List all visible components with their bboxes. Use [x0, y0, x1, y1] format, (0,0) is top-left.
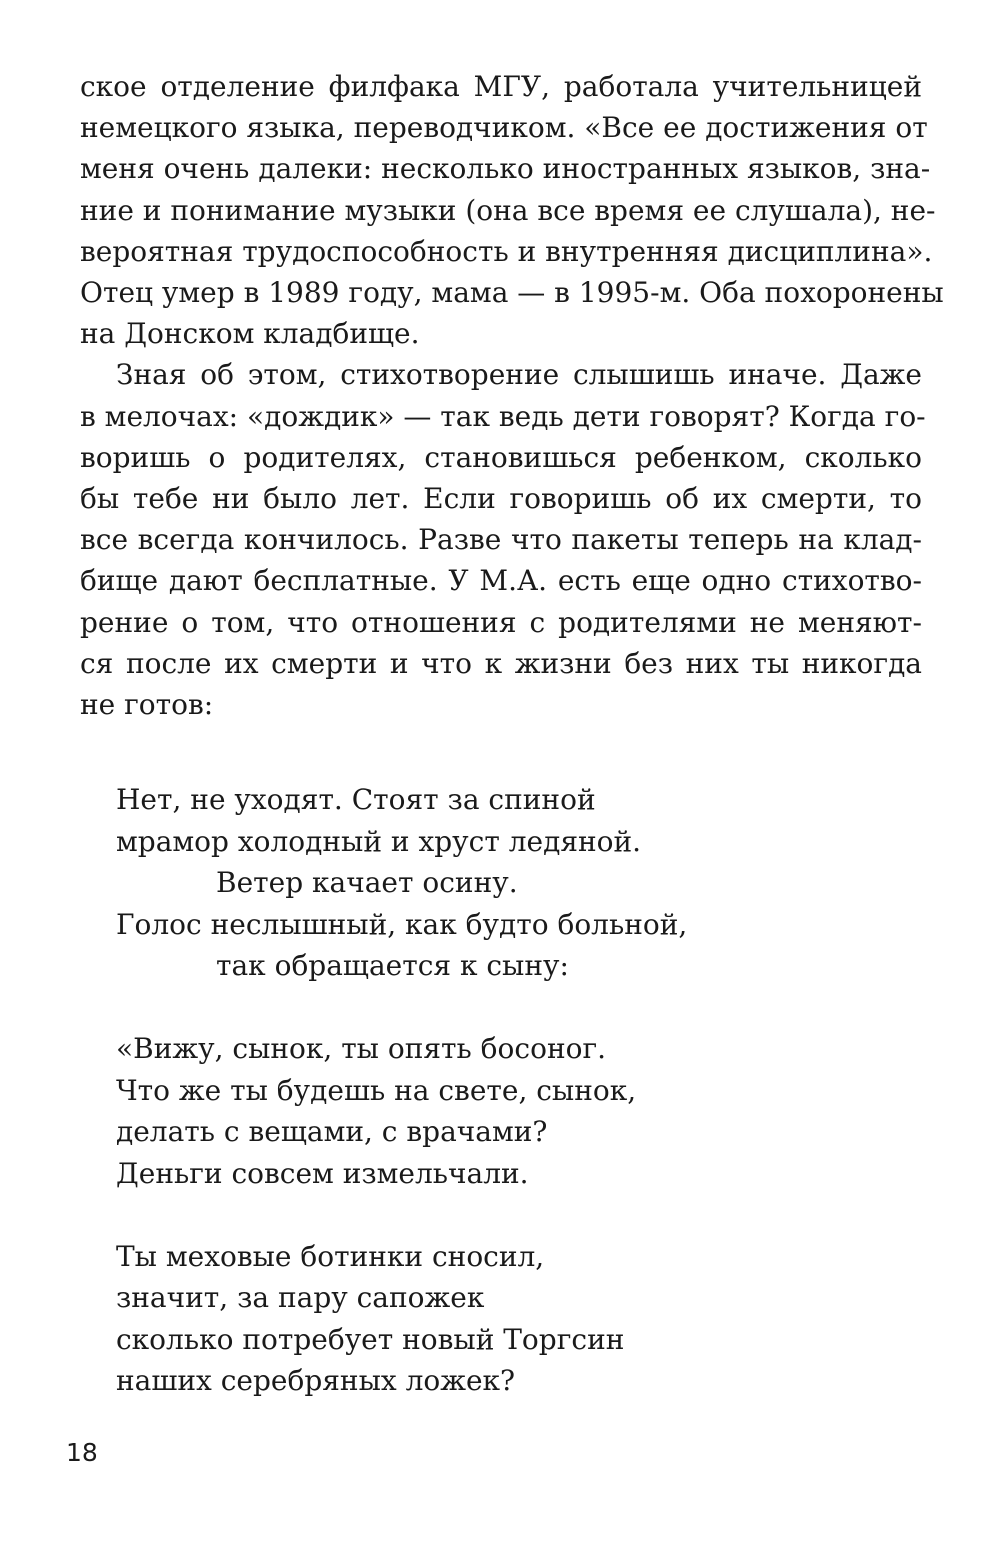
poem-line: сколько потребует новый Торгсин	[116, 1322, 625, 1356]
text-line: ся после их смерти и что к жизни без них ты никогда	[80, 646, 922, 680]
poem-line: «Вижу, сынок, ты опять босоног.	[116, 1032, 607, 1065]
poem-line: делать с вещами, с врачами?	[116, 1115, 548, 1148]
prose-block	[80, 66, 944, 725]
poem-line: так обращается к сыну:	[216, 949, 569, 982]
poem-quote	[116, 779, 687, 1402]
paragraph-1	[80, 66, 944, 354]
text-line: бы тебе ни было лет. Если говоришь об их смерти, то	[80, 482, 922, 516]
text-line: ние и понимание музыки (она все время ее слушала), не-	[80, 193, 936, 227]
text-line: немецкого языка, переводчиком. «Все ее достижения от	[80, 111, 928, 145]
poem-line: наших серебряных ложек?	[116, 1364, 516, 1397]
poem-line: Ты меховые ботинки сносил,	[116, 1239, 545, 1273]
poem-line: Что же ты будешь на свете, сынок,	[116, 1073, 637, 1107]
poem-stanza-2	[116, 1028, 687, 1194]
stanza-break	[116, 987, 687, 1029]
poem-line: Нет, не уходят. Стоят за спиной	[116, 783, 596, 816]
page-number: 18	[66, 1438, 98, 1467]
text-line: бище дают бесплатные. У М.А. есть еще одно стихотво-	[80, 564, 922, 598]
poem-line: мрамор холодный и хруст ледяной.	[116, 824, 642, 858]
text-line: вероятная трудоспособность и внутренняя дисциплина».	[80, 234, 933, 268]
text-line: все всегда кончилось. Разве что пакеты теперь на клад-	[80, 523, 922, 557]
text-line: Отец умер в 1989 году, мама — в 1995-м. Оба похоронены	[80, 276, 944, 310]
text-line: рение о том, что отношения с родителями не меняют-	[80, 605, 922, 639]
poem-stanza-1	[116, 779, 687, 987]
poem-stanza-3	[116, 1236, 687, 1402]
poem-line: Ветер качает осину.	[216, 866, 518, 899]
poem-line: Деньги совсем измельчали.	[116, 1156, 529, 1190]
text-line: Зная об этом, стихотворение слышишь иначе. Даже	[116, 358, 922, 392]
text-line: в мелочах: «дождик» — так ведь дети говорят? Когда го-	[80, 399, 926, 433]
poem-line: значит, за пару сапожек	[116, 1281, 485, 1314]
text-line: воришь о родителях, становишься ребенком, сколько	[80, 440, 922, 474]
stanza-break	[116, 1194, 687, 1236]
text-line: не готов:	[80, 688, 214, 722]
paragraph-2	[80, 354, 926, 725]
text-line: на Донском кладбище.	[80, 317, 420, 351]
poem-line: Голос неслышный, как будто больной,	[116, 907, 688, 941]
text-line: ское отделение филфака МГУ, работала учительницей	[80, 70, 922, 103]
text-line: меня очень далеки: несколько иностранных языков, зна-	[80, 152, 931, 186]
